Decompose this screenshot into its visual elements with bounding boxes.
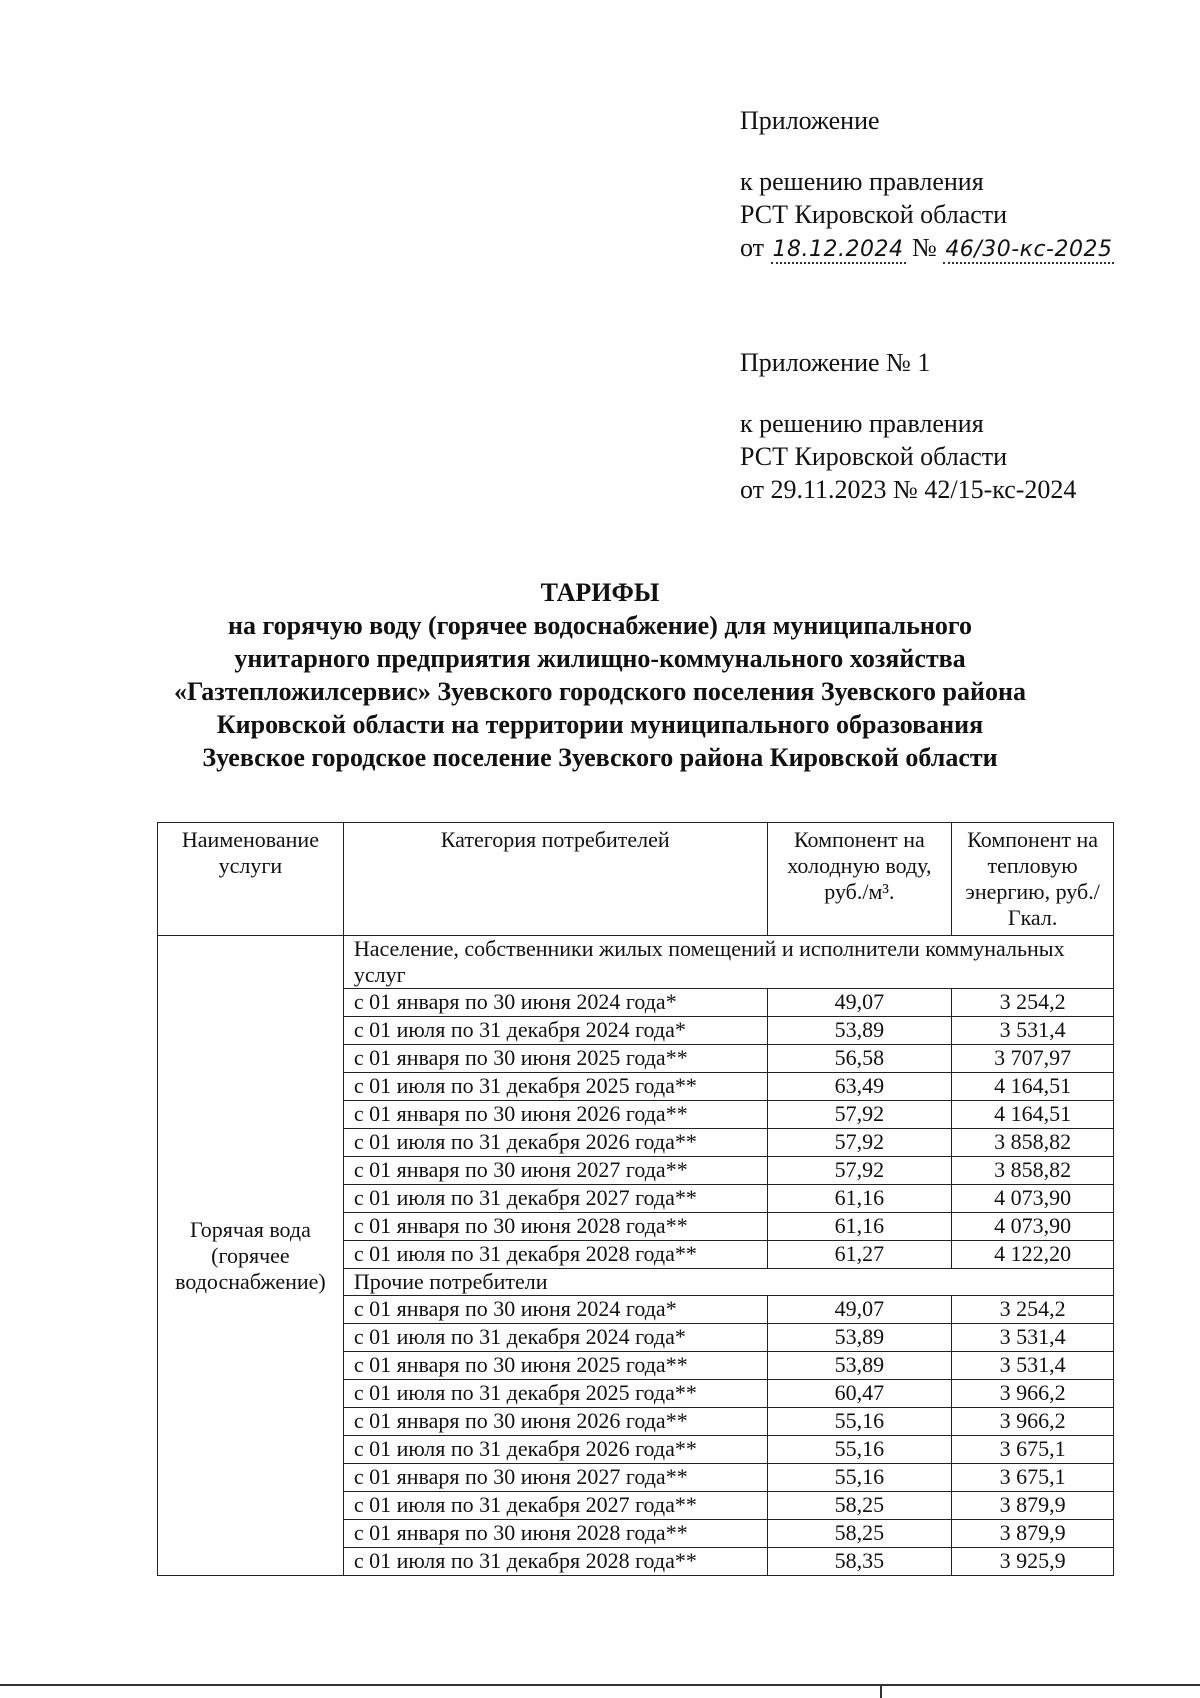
period-cell: с 01 января по 30 июня 2027 года**	[343, 1464, 767, 1492]
table-body	[158, 936, 1114, 1576]
from-prefix: от	[740, 233, 765, 262]
heat-cell: 3 675,1	[952, 1436, 1114, 1464]
period-cell: с 01 января по 30 июня 2028 года**	[343, 1520, 767, 1548]
cold-water-cell: 60,47	[767, 1380, 952, 1408]
heading-line: Кировской области на территории муниципального образования	[216, 710, 984, 739]
service-name-cell: Горячая вода (горячее водоснабжение)	[158, 936, 344, 1576]
page-bottom-tick	[880, 1684, 882, 1698]
cold-water-cell: 58,35	[767, 1548, 952, 1576]
period-cell: с 01 июля по 31 декабря 2025 года**	[343, 1073, 767, 1101]
heat-cell: 4 164,51	[952, 1101, 1114, 1129]
page-bottom-rule	[0, 1684, 1200, 1686]
period-cell: с 01 января по 30 июня 2024 года*	[343, 989, 767, 1017]
appendix-1-block	[740, 346, 1108, 506]
period-cell: с 01 июля по 31 декабря 2027 года**	[343, 1185, 767, 1213]
heading-line: «Газтепложилсервис» Зуевского городского поселения Зуевского района	[174, 677, 1026, 706]
cold-water-cell: 61,16	[767, 1185, 952, 1213]
heading-title: ТАРИФЫ	[540, 578, 660, 607]
authority-word: РСТ	[740, 442, 789, 471]
authority-word: Кировской	[794, 442, 914, 471]
consumer-group-cell: Прочие потребители	[343, 1269, 1113, 1296]
period-cell: с 01 июля по 31 декабря 2028 года**	[343, 1548, 767, 1576]
heat-cell: 4 122,20	[952, 1241, 1114, 1269]
header-category: Категория потребителей	[343, 823, 767, 936]
heading-line: унитарного предприятия жилищно-коммунального хозяйства	[234, 644, 966, 673]
cold-water-cell: 53,89	[767, 1017, 952, 1045]
cold-water-cell: 53,89	[767, 1324, 952, 1352]
cold-water-cell: 57,92	[767, 1129, 952, 1157]
appendix-block	[740, 104, 1114, 266]
heat-cell: 3 925,9	[952, 1548, 1114, 1576]
heat-cell: 3 858,82	[952, 1157, 1114, 1185]
group-row	[158, 936, 1114, 989]
period-cell: с 01 июля по 31 декабря 2028 года**	[343, 1241, 767, 1269]
handwritten-date: 18.12.2024	[772, 237, 904, 262]
heat-cell: 3 254,2	[952, 1296, 1114, 1324]
heat-cell: 3 879,9	[952, 1520, 1114, 1548]
cold-water-cell: 53,89	[767, 1352, 952, 1380]
heat-cell: 3 879,9	[952, 1492, 1114, 1520]
table-header-row	[158, 823, 1114, 936]
cold-water-cell: 58,25	[767, 1492, 952, 1520]
cold-water-cell: 55,16	[767, 1464, 952, 1492]
period-cell: с 01 января по 30 июня 2025 года**	[343, 1045, 767, 1073]
heat-cell: 3 531,4	[952, 1017, 1114, 1045]
appendix-1-authority-line	[740, 440, 1108, 473]
cold-water-cell: 49,07	[767, 1296, 952, 1324]
cold-water-cell: 55,16	[767, 1436, 952, 1464]
period-cell: с 01 июля по 31 декабря 2027 года**	[343, 1492, 767, 1520]
period-cell: с 01 января по 30 июня 2024 года*	[343, 1296, 767, 1324]
heat-cell: 3 707,97	[952, 1045, 1114, 1073]
heat-cell: 3 531,4	[952, 1324, 1114, 1352]
appendix-decision-line: к решению правления	[740, 167, 984, 196]
appendix-date-number-line	[740, 231, 1114, 266]
appendix-1-date-number-line: от 29.11.2023 № 42/15-кс-2024	[740, 475, 1077, 504]
cold-water-cell: 58,25	[767, 1520, 952, 1548]
number-sign: №	[912, 233, 937, 262]
period-cell: с 01 января по 30 июня 2025 года**	[343, 1352, 767, 1380]
document-heading	[130, 576, 1070, 774]
period-cell: с 01 января по 30 июня 2026 года**	[343, 1408, 767, 1436]
period-cell: с 01 июля по 31 декабря 2024 года*	[343, 1324, 767, 1352]
header-cold-water: Компонент на холодную воду, руб./м³.	[767, 823, 952, 936]
heading-line: Зуевское городское поселение Зуевского района Кировской области	[202, 743, 998, 772]
heading-line: на горячую воду (горячее водоснабжение) для муниципального	[227, 611, 973, 640]
period-cell: с 01 июля по 31 декабря 2026 года**	[343, 1129, 767, 1157]
header-heat: Компонент на тепловую энергию, руб./Гкал.	[952, 823, 1114, 936]
heat-cell: 3 966,2	[952, 1408, 1114, 1436]
heat-cell: 4 073,90	[952, 1213, 1114, 1241]
authority-word: области	[920, 442, 1008, 471]
cold-water-cell: 57,92	[767, 1101, 952, 1129]
cold-water-cell: 56,58	[767, 1045, 952, 1073]
header-service: Наименование услуги	[158, 823, 344, 936]
cold-water-cell: 49,07	[767, 989, 952, 1017]
appendix-title: Приложение	[740, 106, 880, 135]
consumer-group-cell: Население, собственники жилых помещений и исполнители коммунальных услуг	[343, 936, 1113, 989]
heat-cell: 3 858,82	[952, 1129, 1114, 1157]
cold-water-cell: 63,49	[767, 1073, 952, 1101]
period-cell: с 01 июля по 31 декабря 2024 года*	[343, 1017, 767, 1045]
heat-cell: 4 073,90	[952, 1185, 1114, 1213]
heat-cell: 3 531,4	[952, 1352, 1114, 1380]
tariff-table	[157, 822, 1114, 1576]
cold-water-cell: 57,92	[767, 1157, 952, 1185]
appendix-1-decision-line: к решению правления	[740, 409, 984, 438]
cold-water-cell: 61,27	[767, 1241, 952, 1269]
heat-cell: 3 254,2	[952, 989, 1114, 1017]
appendix-1-title: Приложение № 1	[740, 348, 931, 377]
period-cell: с 01 июля по 31 декабря 2026 года**	[343, 1436, 767, 1464]
appendix-authority-line: РСТ Кировской области	[740, 200, 1008, 229]
period-cell: с 01 января по 30 июня 2027 года**	[343, 1157, 767, 1185]
heat-cell: 3 966,2	[952, 1380, 1114, 1408]
cold-water-cell: 61,16	[767, 1213, 952, 1241]
period-cell: с 01 января по 30 июня 2028 года**	[343, 1213, 767, 1241]
handwritten-number: 46/30-кс-2025	[945, 237, 1113, 262]
cold-water-cell: 55,16	[767, 1408, 952, 1436]
period-cell: с 01 января по 30 июня 2026 года**	[343, 1101, 767, 1129]
heat-cell: 3 675,1	[952, 1464, 1114, 1492]
heat-cell: 4 164,51	[952, 1073, 1114, 1101]
period-cell: с 01 июля по 31 декабря 2025 года**	[343, 1380, 767, 1408]
